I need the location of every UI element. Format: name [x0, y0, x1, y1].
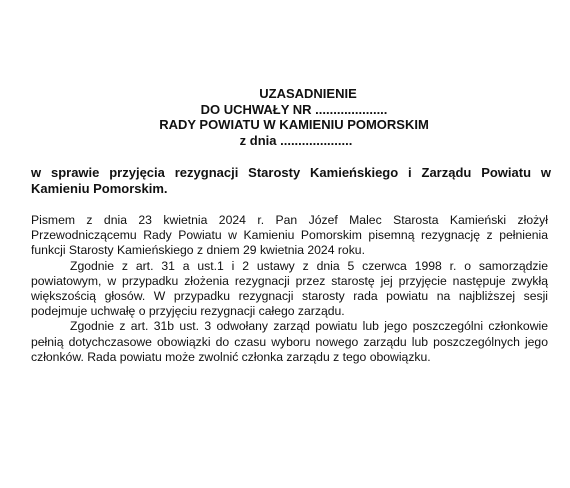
document-body: [31, 213, 548, 365]
document-header: [0, 86, 570, 148]
paragraph-3: Zgodnie z art. 31b ust. 3 odwołany zarząd powiatu lub jego poszczególni członkowie pełnią dotychczasowe obowiązki do czasu wyboru nowego zarządu lub poszczególnych jego członków. Rada powiatu może zwolnić członka zarządu z tego obowiązku.: [31, 319, 548, 364]
resolution-number: DO UCHWAŁY NR ....................: [200, 101, 388, 117]
document-title: UZASADNIENIE: [259, 86, 357, 101]
paragraph-2: Zgodnie z art. 31 a ust.1 i 2 ustawy z dnia 5 czerwca 1998 r. o samorządzie powiatowym, w przypadku złożenia rezygnacji przez starostę jej przyjęcie następuje zwykłą większością głosów. W przypadku rezygnacji starosty rada powiatu na najbliższej sesji podejmuje uchwałę o przyjęciu rezygnacji całego zarządu.: [31, 258, 548, 319]
resolution-date: z dnia ....................: [239, 132, 353, 148]
council-name: RADY POWIATU W KAMIENIU POMORSKIM: [159, 117, 429, 132]
document-subject: w sprawie przyjęcia rezygnacji Starosty Kamieńskiego i Zarządu Powiatu w Kamieniu Pomorskim.: [31, 165, 551, 196]
paragraph-1: Pismem z dnia 23 kwietnia 2024 r. Pan Józef Malec Starosta Kamieński złożył Przewodniczącemu Rady Powiatu w Kamieniu Pomorskim pisemną rezygnację z pełnienia funkcji Starosty Kamieńskiego z dniem 29 kwietnia 2024 roku.: [31, 213, 548, 258]
